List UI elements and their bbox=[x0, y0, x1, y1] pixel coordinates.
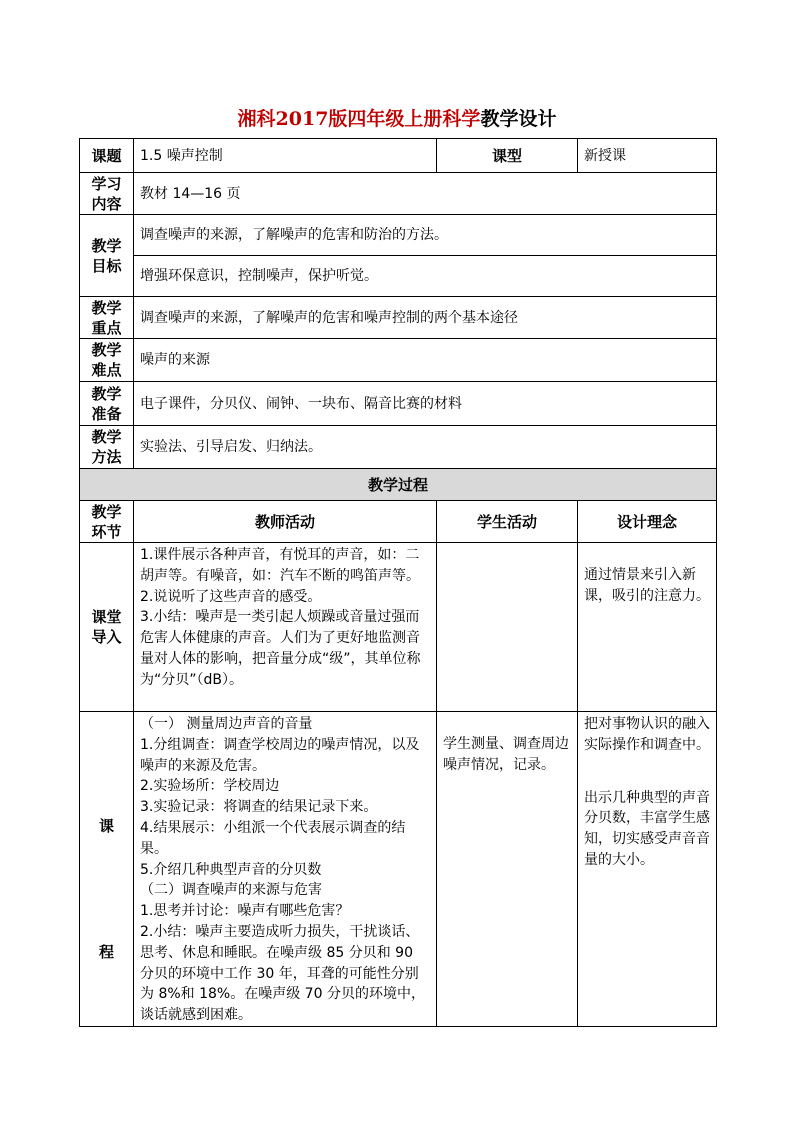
key-label bbox=[80, 297, 134, 339]
content-label bbox=[80, 173, 134, 215]
lesson-teacher-item: （一） 测量周边声音的音量 bbox=[140, 716, 313, 732]
goal-label-line2: 目标 bbox=[91, 256, 122, 275]
content-value: 教材 14—16 页 bbox=[134, 173, 717, 215]
lesson-teacher-item: 4.结果展示：小组派一个代表展示调查的结果。 bbox=[140, 819, 406, 857]
col-concept: 设计理念 bbox=[578, 501, 717, 543]
lesson-teacher-item: 5.介绍几种典型声音的分贝数 bbox=[140, 861, 322, 878]
topic-label: 课题 bbox=[80, 139, 134, 173]
lesson-teacher-item: 1.思考并讨论：噪声有哪些危害？ bbox=[140, 903, 350, 920]
row-method bbox=[80, 426, 717, 469]
prep-value: 电子课件，分贝仪、闹钟、一块布、隔音比赛的材料 bbox=[134, 382, 717, 426]
row-difficulty bbox=[80, 339, 717, 382]
lesson-plan-table bbox=[79, 138, 717, 1027]
intro-teacher-item: 2.说说听了这些声音的感受。 bbox=[140, 588, 322, 605]
lesson-stage bbox=[80, 712, 134, 1027]
col-student: 学生活动 bbox=[437, 501, 578, 543]
key-value: 调查噪声的来源，了解噪声的危害和噪声控制的两个基本途径 bbox=[134, 297, 717, 339]
title-red-part: 湘科2017版四年级上册科学 bbox=[237, 108, 481, 130]
method-label-line1: 教学 bbox=[91, 428, 122, 446]
key-label-line2: 重点 bbox=[91, 318, 122, 337]
row-process-header bbox=[80, 469, 717, 501]
difficulty-label-line2: 难点 bbox=[91, 361, 122, 379]
lesson-teacher-item: 1.分组调查：调查学校周边的噪声情况，以及噪声的来源及危害。 bbox=[140, 736, 420, 774]
goal-2: 增强环保意识，控制噪声，保护听觉。 bbox=[134, 256, 717, 297]
content-label-line1: 学习 bbox=[91, 174, 122, 193]
col-stage-line2: 环节 bbox=[91, 522, 122, 541]
difficulty-label bbox=[80, 339, 134, 382]
process-header: 教学过程 bbox=[80, 469, 717, 501]
type-value: 新授课 bbox=[578, 139, 717, 173]
row-key bbox=[80, 297, 717, 339]
key-label-line1: 教学 bbox=[91, 298, 122, 317]
page-title bbox=[0, 104, 794, 131]
intro-student bbox=[437, 543, 578, 712]
lesson-teacher-item: 3.实验记录：将调查的结果记录下来。 bbox=[140, 799, 378, 816]
goal-label bbox=[80, 215, 134, 297]
row-goal-1 bbox=[80, 215, 717, 256]
method-label bbox=[80, 426, 134, 469]
type-label: 课型 bbox=[437, 139, 578, 173]
lesson-stage-line1: 课 bbox=[98, 817, 114, 835]
row-topic bbox=[80, 139, 717, 173]
difficulty-value: 噪声的来源 bbox=[134, 339, 717, 382]
intro-teacher-item: 3.小结：噪声是一类引起人烦躁或音量过强而危害人体健康的声音。人们为了更好地监测音量对人体的影响，把音量分成“级”，其单位称为“分贝”（dB）。 bbox=[140, 609, 421, 688]
lesson-concept-1: 把对事物认识的融入实际操作和调查中。 bbox=[584, 716, 710, 753]
lesson-stage-line2: 程 bbox=[98, 943, 114, 961]
prep-label bbox=[80, 382, 134, 426]
row-content bbox=[80, 173, 717, 215]
row-prep bbox=[80, 382, 717, 426]
prep-label-line2: 准备 bbox=[91, 404, 122, 423]
method-label-line2: 方法 bbox=[91, 448, 122, 466]
lesson-teacher bbox=[134, 712, 437, 1027]
lesson-concept bbox=[578, 712, 717, 1027]
lesson-teacher-item: 2.小结：噪声主要造成听力损失，干扰谈话、思考、休息和睡眠。在噪声级 85 分贝和 90 分贝的环境中工作 30 年，耳聋的可能性分别为 8%和 18%。在噪声级 70 分贝的环境中，谈话就感到困难。 bbox=[140, 923, 425, 1024]
intro-teacher bbox=[134, 543, 437, 712]
goal-1: 调查噪声的来源，了解噪声的危害和防治的方法。 bbox=[134, 215, 717, 256]
lesson-teacher-item: （二）调查噪声的来源与危害 bbox=[140, 882, 322, 899]
row-lesson bbox=[80, 712, 717, 1027]
row-column-headers bbox=[80, 501, 717, 543]
topic-value: 1.5 噪声控制 bbox=[134, 139, 437, 173]
intro-stage-line2: 导入 bbox=[91, 628, 122, 646]
goal-label-line1: 教学 bbox=[91, 236, 122, 255]
intro-stage-line1: 课堂 bbox=[91, 608, 122, 626]
intro-concept: 通过情景来引入新课，吸引的注意力。 bbox=[578, 543, 717, 712]
row-goal-2 bbox=[80, 256, 717, 297]
content-label-line2: 内容 bbox=[91, 194, 122, 213]
prep-label-line1: 教学 bbox=[91, 384, 122, 403]
row-intro bbox=[80, 543, 717, 712]
col-stage bbox=[80, 501, 134, 543]
intro-stage bbox=[80, 543, 134, 712]
lesson-teacher-item: 2.实验场所：学校周边 bbox=[140, 778, 280, 795]
lesson-student: 学生测量、调查周边噪声情况，记录。 bbox=[437, 712, 578, 1027]
col-teacher: 教师活动 bbox=[134, 501, 437, 543]
col-stage-line1: 教学 bbox=[91, 502, 122, 521]
intro-teacher-item: 1.课件展示各种声音，有悦耳的声音，如：二胡声等。有噪音，如：汽车不断的鸣笛声等。 bbox=[140, 547, 420, 584]
method-value: 实验法、引导启发、归纳法。 bbox=[134, 426, 717, 469]
lesson-concept-2: 出示几种典型的声音分贝数，丰富学生感知，切实感受声音音量的大小。 bbox=[584, 789, 710, 868]
difficulty-label-line1: 教学 bbox=[91, 341, 122, 359]
title-black-part: 教学设计 bbox=[480, 108, 557, 130]
